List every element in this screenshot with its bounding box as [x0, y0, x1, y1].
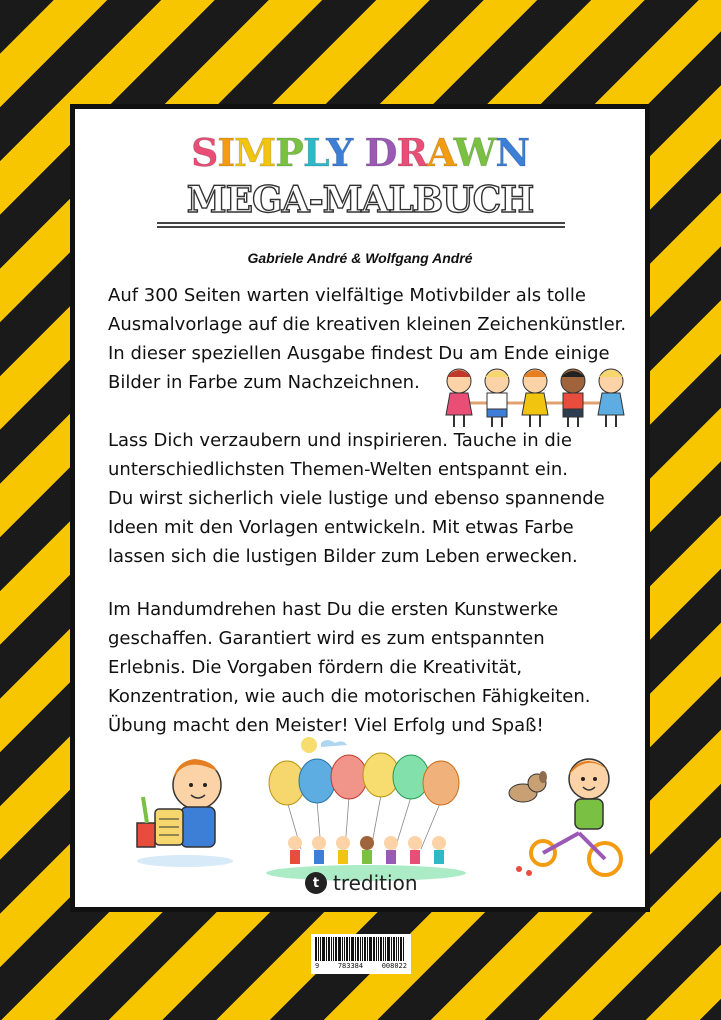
text-line: Ausmalvorlage auf die kreativen kleinen Zeichenkünstler. [108, 314, 627, 335]
title-underline-2 [157, 226, 565, 228]
barcode-bar [349, 937, 350, 961]
barcode-bar [403, 937, 404, 961]
barcode-bar [322, 937, 325, 961]
barcode-bar [396, 937, 397, 961]
authors-line: Gabriele André & Wolfgang André [247, 250, 473, 266]
barcode-bar [355, 937, 356, 961]
barcode-bar [351, 937, 354, 961]
kid-figure [598, 369, 624, 427]
text-line: Du wirst sicherlich viele lustige und ebenso spannende [108, 488, 605, 509]
logo-letter: W [453, 130, 496, 175]
kid-figure [522, 369, 548, 427]
back-cover-panel [70, 104, 650, 912]
barcode-bar [331, 937, 332, 961]
barcode-bar [315, 937, 317, 961]
barcode-digit-group: 783384 [337, 962, 364, 970]
barcode-bar [367, 937, 368, 961]
publisher-name: tredition [333, 871, 418, 895]
kids-row [288, 836, 446, 864]
barcode-bar [342, 937, 343, 961]
title-underline [157, 222, 565, 224]
barcode-bar [376, 937, 377, 961]
barcode-digit-group: 008022 [381, 962, 407, 970]
logo-letter: L [302, 130, 327, 175]
barcode-bar [362, 937, 363, 961]
text-line: lassen sich die lustigen Bilder zum Leben erwecken. [108, 546, 578, 567]
logo-letter: N [495, 130, 530, 175]
barcode-bar [346, 937, 348, 961]
text-line: Erlebnis. Die Vorgaben fördern die Kreativität, [108, 657, 523, 678]
publisher-logo [305, 871, 418, 895]
text-line: In dieser speziellen Ausgabe findest Du am Ende einige [108, 343, 610, 364]
simply-drawn-logo [75, 131, 645, 175]
barcode-bar [387, 937, 390, 961]
logo-letter: M [234, 130, 276, 175]
logo-letter: Y [326, 130, 353, 175]
barcode-bar [380, 937, 382, 961]
barcode-bar [326, 937, 327, 961]
barcode-bar [383, 937, 384, 961]
boy-on-bike-with-dog-illustration [499, 753, 629, 881]
paragraph-3 [108, 595, 590, 740]
mega-malbuch-title: MEGA-MALBUCH [186, 179, 534, 221]
text-line: Lass Dich verzaubern und inspirieren. Tauche in die [108, 430, 572, 451]
text-line: Ideen mit den Vorlagen entwickeln. Mit etwas Farbe [108, 517, 574, 538]
barcode-digit-group: 9 [315, 962, 320, 970]
barcode-bar [333, 937, 334, 961]
barcode-bar [398, 937, 399, 961]
barcode-bar [335, 937, 337, 961]
barcode-bar [357, 937, 359, 961]
text-line: Bilder in Farbe zum Nachzeichnen. [108, 372, 420, 393]
barcode-bar [400, 937, 402, 961]
text-line: geschaffen. Garantiert wird es zum entspannten [108, 628, 545, 649]
barcode-bar [385, 937, 386, 961]
text-line: Im Handumdrehen hast Du die ersten Kunstwerke [108, 599, 559, 620]
barcode-bar [364, 937, 366, 961]
balloons-and-kids-illustration [261, 731, 471, 881]
logo-letter: P [275, 130, 303, 175]
isbn-barcode [311, 934, 411, 974]
text-line: Konzentration, wie auch die motorischen Fähigkeiten. [108, 686, 591, 707]
barcode-bar [328, 937, 330, 961]
barcode-bar [378, 937, 379, 961]
boy-with-school-supplies-illustration [125, 749, 235, 869]
dog [509, 771, 547, 802]
kids-holding-hands-illustration [437, 363, 635, 429]
barcode-bar [393, 937, 395, 961]
logo-letter: I [217, 130, 235, 175]
logo-letter [352, 130, 364, 175]
barcode-bar [320, 937, 321, 961]
barcode-bar [391, 937, 392, 961]
text-line: Auf 300 Seiten warten vielfältige Motivbilder als tolle [108, 285, 586, 306]
tredition-icon: t [305, 872, 327, 894]
barcode-bar [338, 937, 341, 961]
text-line: unterschiedlichsten Themen-Welten entspannt ein. [108, 459, 568, 480]
logo-letter: D [364, 130, 397, 175]
barcode-bar [369, 937, 372, 961]
kid-figure [561, 369, 585, 427]
barcode-bar [318, 937, 319, 961]
kid-figure [446, 369, 472, 427]
barcode-bar [373, 937, 375, 961]
logo-letter: S [190, 130, 218, 175]
barcode-bar [344, 937, 345, 961]
barcode-bars [315, 937, 407, 961]
paragraph-2 [108, 426, 605, 571]
barcode-bar [360, 937, 361, 961]
kid-figure [485, 369, 509, 427]
logo-letter: A [427, 130, 454, 175]
logo-letter: R [396, 130, 428, 175]
text-line: Übung macht den Meister! Viel Erfolg und Spaß! [108, 715, 544, 736]
